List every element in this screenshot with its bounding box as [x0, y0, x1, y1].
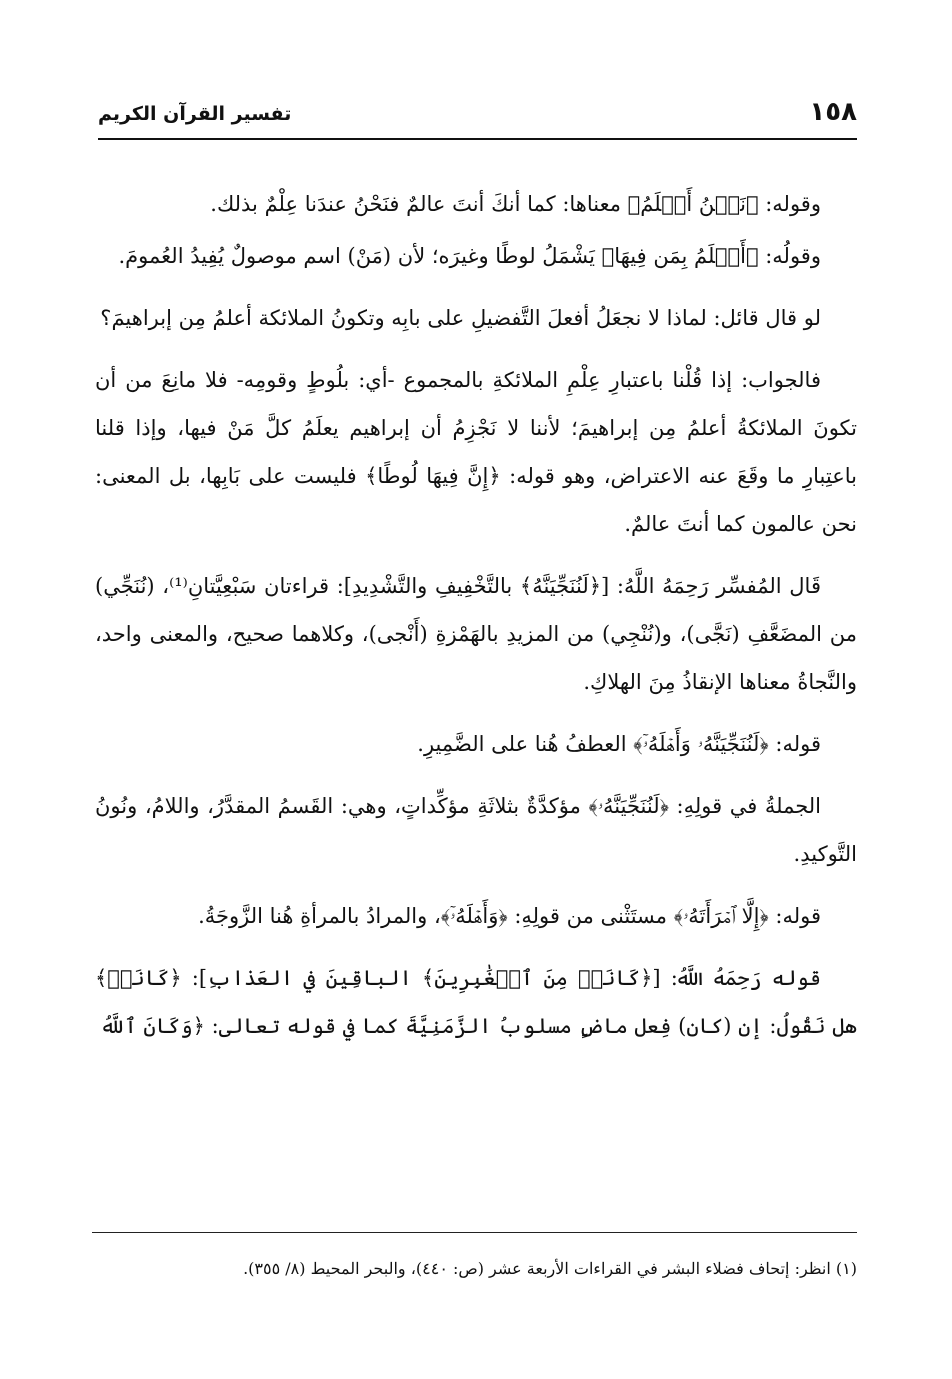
- paragraph: وقولُه: ﴿أَعۡلَمُ بِمَن فِيهَا﴾ يَشْمَلُ لوطًا وغيرَه؛ لأن (مَنْ) اسم موصولٌ يُفِيدُ العُمومَ.: [118, 244, 821, 268]
- footnote: (١) انظر: إتحاف فضلاء البشر في القراءات الأربعة عشر (ص: ٤٤٠)، والبحر المحيط (٨/ ٣٥٥).: [243, 1259, 857, 1278]
- paragraph: فالجواب: إذا قُلْنا باعتبارِ عِلْمِ الملائكةِ بالمجموع -أي: بلُوطٍ وقومِه- فلا مانِعَ من أن تكونَ الملائكةُ أعلمُ مِن إبراهيمَ؛ لأننا لا نَجْزِمُ أن إبراهيم يعلَمُ كلَّ مَنْ فيها، وإذا قلنا باعتِبارِ ما وقَعَ عنه الاعتراض، وهو قوله: ﴿إِنَّ فِيهَا لُوطًا﴾ فليست على بَابِها، بل المعنى: نحن عالمون كما أنتَ عالمٌ.: [95, 368, 857, 536]
- paragraph: قَال المُفسِّر رَحِمَهُ اللَّهُ: [﴿لَنُنَجِّيَنَّهُ﴾ بالتَّخْفِيفِ والتَّشْدِيدِ]: قراءتان سَبْعِيَّتانِ⁽¹⁾، (نُنَجِّي) من المضَعَّفِ (نَجَّى)، و(نُنْجِي) من المزيدِ بالهَمْزةِ (أَنْجى)، وكلاهما صحيح، والمعنى واحد، والنَّجاةُ معناها الإنقاذُ مِنَ الهلاكِ.: [95, 574, 857, 694]
- page-number: ١٥٨: [809, 97, 857, 127]
- book-title: تفسير القرآن الكريم: [98, 103, 292, 125]
- footnote-divider: [92, 1232, 857, 1233]
- paragraph: قوله رَحِمَهُ اللَّهُ: [﴿كَانَتۡ مِنَ ٱلۡغَٰبِرِينَ﴾ الباقِينَ في العَذابِ]: ﴿كَانَتۡ﴾ هل نَقُولُ: إن (كان) فِعل ماضٍ مسلوبُ الزَّمَنِيَّةَ كما في قوله تعالى: ﴿وَكَانَ ٱللَّهُ: [95, 966, 857, 1038]
- paragraph: وقوله: ﴿نَحۡنُ أَعۡلَمُ﴾ معناها: كما أنكَ أنتَ عالمٌ فنَحْنُ عندَنا عِلْمٌ بذلك.: [210, 192, 821, 216]
- paragraph: قوله: ﴿إِلَّا ٱمۡرَأَتَهُۥ﴾ مستَثْنى من قولِهِ: ﴿وَأَهۡلَهُۥٓ﴾، والمرادُ بالمرأةِ هُنا الزَّوجَةُ.: [198, 904, 821, 928]
- header-divider: [98, 138, 857, 140]
- paragraph: لو قال قائل: لماذا لا نجعَلُ أفعلَ التَّفضيلِ على بابِه وتكونُ الملائكة أعلمُ مِن إبراهيمَ؟: [100, 306, 821, 330]
- paragraph: قوله: ﴿لَنُنَجِّيَنَّهُۥ وَأَهۡلَهُۥٓ﴾ العطفُ هُنا على الضَّمِيرِ.: [417, 732, 821, 756]
- main-text: [95, 180, 857, 1064]
- paragraph: الجملةُ في قولِهِ: ﴿لَنُنَجِّيَنَّهُۥ﴾ مؤكدَّةٌ بثلاثَةِ مؤكِّداتٍ، وهي: القَسمُ المقدَّرُ، واللامُ، ونُونُ التَّوكيدِ.: [95, 794, 857, 866]
- page-header: [98, 96, 857, 136]
